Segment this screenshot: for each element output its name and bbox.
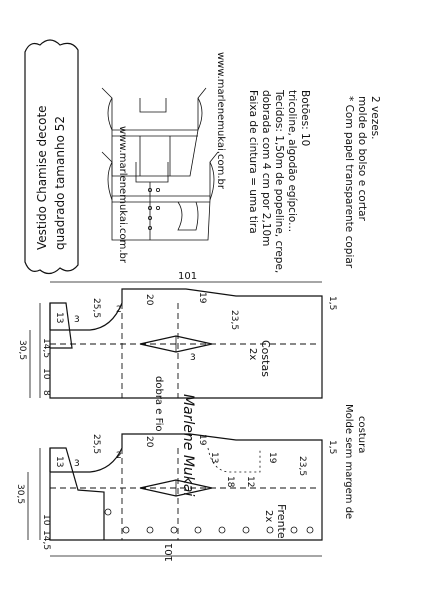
back-dim-left-a: 30,5 — [17, 340, 27, 361]
title-block — [25, 40, 78, 274]
back-dim-length: 101 — [178, 271, 198, 282]
front-dim-pocket-d: 12 — [245, 476, 255, 488]
back-dim-shoulder: 25,5 — [91, 298, 101, 319]
front-dim-small2: 2 — [116, 451, 122, 461]
back-dim-right: 1,5 — [327, 296, 337, 311]
back-dim-bottom: 8 — [41, 390, 51, 396]
title-cloud-frame — [25, 40, 78, 274]
title-line1: Vestido Chamise decote — [35, 105, 49, 250]
front-dim-length: 101 — [164, 542, 175, 562]
back-piece-label: Costas — [259, 340, 272, 377]
back-pattern-piece — [30, 282, 322, 398]
note-fabrics: Tecidos: 1,50m de popeline, crepe, — [273, 90, 285, 274]
note-waistband2: dobrada com 4 cm por 2,10m — [260, 90, 272, 247]
seam-note-line2: costura — [356, 416, 367, 454]
front-piece-count: 2x — [263, 510, 274, 523]
front-dim-side: 23,5 — [297, 456, 307, 477]
back-dim-neck: 14,5 — [41, 338, 51, 359]
front-dim-left-a: 30,5 — [15, 484, 25, 505]
note-pocket3: 2 vezes. — [369, 96, 381, 140]
website-top: www.marlenemukai.com.br — [215, 52, 226, 189]
front-dim-waist-b: 19 — [197, 434, 207, 446]
signature: Marlene Mukai — [180, 394, 196, 497]
front-dim-left-c: 14,5 — [41, 530, 51, 551]
front-dim-left-b: 10 — [41, 514, 51, 526]
back-fold-label: dobra e Fio — [153, 376, 164, 432]
front-dim-shoulder: 25,5 — [91, 434, 101, 455]
back-dim-waist-a: 20 — [144, 294, 154, 306]
seam-note-line1: Molde sem margem de — [343, 404, 354, 520]
notes-block — [247, 89, 381, 273]
back-dim-side: 23,5 — [229, 310, 239, 331]
title-line2: quadrado tamanho 52 — [53, 116, 67, 250]
note-pocket: * Com papel transparente copiar — [343, 96, 355, 269]
note-pocket2: molde do bolso e cortar — [356, 96, 368, 221]
back-dim-dart: 3 — [190, 353, 196, 363]
front-dim-pocket-b: 13 — [209, 452, 219, 464]
back-dim-armhole: 13 — [54, 312, 64, 324]
website-mid: www.marlenemukai.com.br — [117, 126, 128, 263]
front-dim-armhole: 13 — [54, 456, 64, 468]
note-waistband: Faixa de cintura = uma tira — [247, 90, 259, 234]
front-dim-pocket-c: 18 — [225, 476, 235, 488]
back-dim-small3: 3 — [74, 315, 80, 325]
back-dim-left-b: 10 — [41, 368, 51, 380]
front-piece-label: Frente — [275, 504, 288, 539]
front-dim-waist-a: 20 — [144, 436, 154, 448]
front-dim-pocket-a: 19 — [267, 452, 277, 464]
front-dim-right: 1,5 — [327, 440, 337, 455]
back-neckline — [50, 303, 72, 348]
back-dim-small2: 2 — [116, 305, 122, 315]
note-fabrics2: tricoline, algodão egípcio... — [286, 90, 298, 233]
back-outline — [50, 289, 322, 398]
front-dim-small3: 3 — [74, 459, 80, 469]
back-dim-waist-b: 19 — [197, 292, 207, 304]
note-buttons: Botões: 10 — [299, 90, 311, 147]
back-piece-count: 2x — [247, 348, 258, 361]
